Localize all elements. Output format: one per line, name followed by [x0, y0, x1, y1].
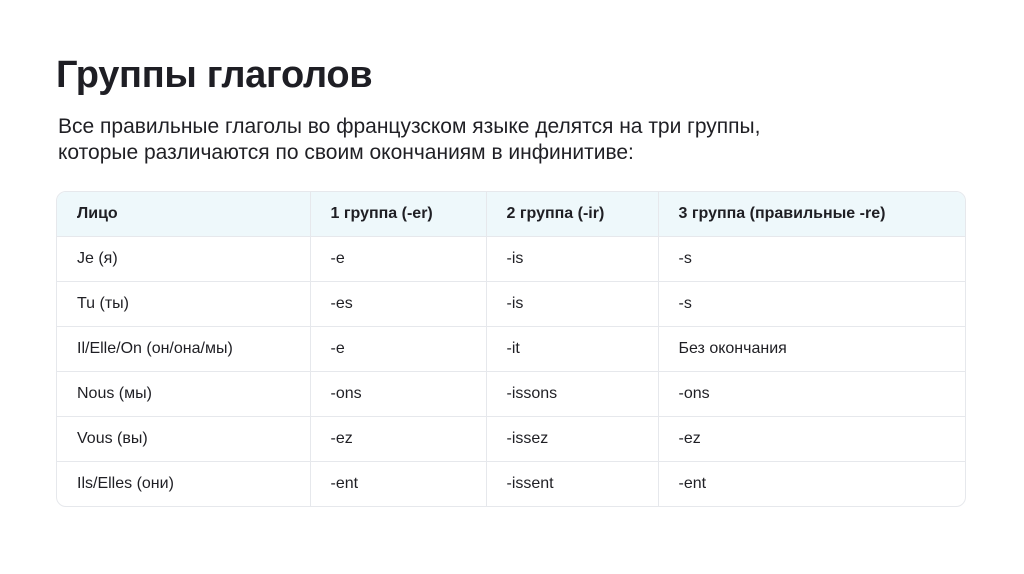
cell-person: Il/Elle/On (он/она/мы) — [57, 327, 310, 372]
cell-group-2: -issent — [486, 462, 658, 507]
table-row — [57, 372, 965, 417]
cell-group-2: -is — [486, 282, 658, 327]
table-header-row — [57, 192, 965, 237]
header-group-2: 2 группа (-ir) — [486, 192, 658, 237]
cell-group-1: -e — [310, 237, 486, 282]
cell-person: Ils/Elles (они) — [57, 462, 310, 507]
cell-group-3: -ons — [658, 372, 965, 417]
cell-group-3: -ent — [678, 475, 707, 492]
table-row — [57, 462, 965, 507]
cell-group-3: -s — [658, 282, 965, 327]
cell-group-2: -issez — [486, 417, 658, 462]
cell-person: Vous (вы) — [57, 417, 310, 462]
header-group-1: 1 группа (-er) — [310, 192, 486, 237]
table-row — [57, 327, 965, 372]
cell-person: Tu (ты) — [57, 282, 310, 327]
conjugation-table — [56, 191, 966, 507]
cell-group-3: -s — [658, 237, 965, 282]
header-group-3: 3 группа (правильные -re) — [658, 192, 965, 237]
table-row — [57, 282, 965, 327]
table-row — [57, 417, 965, 462]
cell-group-1: -e — [310, 327, 486, 372]
cell-group-1: -ons — [310, 372, 486, 417]
cell-person: Je (я) — [57, 237, 310, 282]
cell-person: Nous (мы) — [57, 372, 310, 417]
cell-group-2: -issons — [486, 372, 658, 417]
cell-group-1: -ez — [310, 417, 486, 462]
header-person: Лицо — [57, 192, 310, 237]
cell-group-3: Без окончания — [658, 327, 965, 372]
page-subtitle: Все правильные глаголы во французском языке делятся на три группы, которые различаются по своим окончаниям в инфинитиве: — [58, 115, 761, 164]
table-row — [57, 237, 965, 282]
cell-group-1: -es — [310, 282, 486, 327]
cell-group-2: -is — [486, 237, 658, 282]
cell-group-1: -ent — [310, 462, 486, 507]
page-title: Группы глаголов — [56, 54, 373, 96]
cell-group-3: -ez — [658, 417, 965, 462]
cell-group-2: -it — [486, 327, 658, 372]
